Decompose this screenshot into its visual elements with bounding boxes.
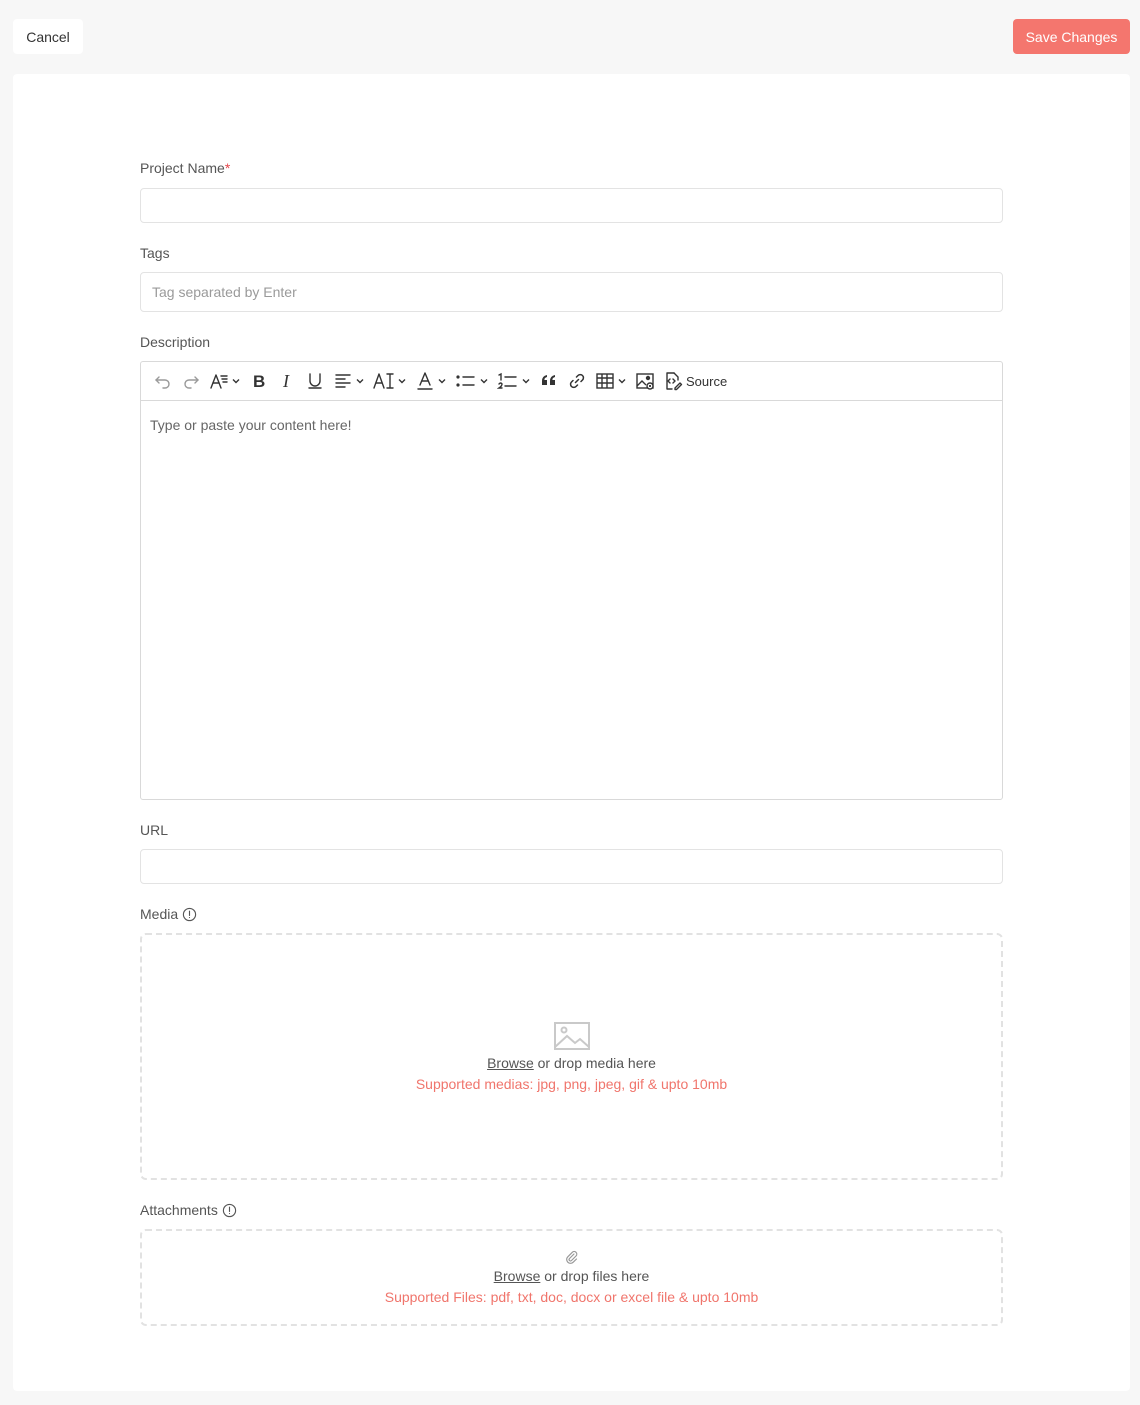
media-dropzone[interactable] [140, 933, 1003, 1180]
media-label: Media [140, 906, 197, 922]
font-size-dropdown[interactable] [369, 366, 411, 396]
bulleted-list-dropdown[interactable] [451, 366, 493, 396]
text-style-dropdown[interactable] [205, 366, 245, 396]
source-label: Source [686, 373, 728, 389]
table-icon [595, 371, 615, 391]
align-left-icon [333, 371, 353, 391]
font-size-icon [373, 371, 395, 391]
attachments-label: Attachments [140, 1202, 237, 1218]
svg-text:B: B [253, 372, 266, 391]
blockquote-button[interactable] [535, 366, 563, 396]
editor-content[interactable] [141, 401, 1002, 799]
undo-icon [153, 371, 173, 391]
blockquote-icon [539, 371, 559, 391]
svg-text:I: I [283, 371, 289, 391]
text-style-icon [209, 371, 229, 391]
underline-button[interactable] [301, 366, 329, 396]
media-browse-link[interactable]: Browse [487, 1055, 534, 1071]
save-changes-button[interactable]: Save Changes [1013, 19, 1130, 54]
italic-icon [277, 371, 297, 391]
chevron-down-icon [397, 376, 407, 386]
paperclip-icon [565, 1250, 579, 1264]
info-icon[interactable] [182, 907, 197, 922]
chevron-down-icon [617, 376, 627, 386]
project-name-input[interactable] [140, 188, 1003, 223]
form-card [13, 74, 1130, 1391]
source-icon [663, 371, 683, 391]
tags-input[interactable] [140, 272, 1003, 312]
cancel-button[interactable]: Cancel [13, 19, 83, 54]
insert-image-button[interactable] [631, 366, 659, 396]
underline-icon [305, 371, 325, 391]
undo-button[interactable] [149, 366, 177, 396]
source-button[interactable] [659, 366, 731, 396]
chevron-down-icon [355, 376, 365, 386]
bold-icon [249, 371, 269, 391]
link-button[interactable] [563, 366, 591, 396]
table-dropdown[interactable] [591, 366, 631, 396]
redo-button[interactable] [177, 366, 205, 396]
url-label: URL [140, 822, 169, 838]
numbered-list-dropdown[interactable] [493, 366, 535, 396]
media-drop-text: Browse or drop media here [487, 1055, 656, 1071]
info-icon[interactable] [222, 1203, 237, 1218]
chevron-down-icon [479, 376, 489, 386]
attachments-browse-link[interactable]: Browse [493, 1268, 541, 1284]
font-color-icon [415, 371, 435, 391]
description-editor [140, 361, 1003, 800]
redo-icon [181, 371, 201, 391]
chevron-down-icon [437, 376, 447, 386]
required-mark: * [224, 160, 231, 176]
editor-placeholder: Type or paste your content here! [150, 417, 352, 433]
attachments-drop-text: Browse or drop files here [493, 1268, 650, 1284]
numbered-list-icon [497, 371, 519, 391]
bold-button[interactable] [245, 366, 273, 396]
font-color-dropdown[interactable] [411, 366, 451, 396]
italic-button[interactable] [273, 366, 301, 396]
tags-label: Tags [140, 245, 170, 261]
alignment-dropdown[interactable] [329, 366, 369, 396]
bulleted-list-icon [455, 371, 477, 391]
link-icon [567, 371, 587, 391]
chevron-down-icon [521, 376, 531, 386]
image-icon [553, 1021, 591, 1051]
media-supported-note: Supported medias: jpg, png, jpeg, gif & upto 10mb [415, 1076, 728, 1092]
editor-toolbar [141, 362, 1002, 401]
attachments-supported-note: Supported Files: pdf, txt, doc, docx or excel file & upto 10mb [384, 1289, 759, 1305]
project-name-label: Project Name * [140, 160, 231, 176]
chevron-down-icon [231, 376, 241, 386]
attachments-dropzone[interactable] [140, 1229, 1003, 1326]
url-input[interactable] [140, 849, 1003, 884]
insert-image-icon [635, 371, 655, 391]
description-label: Description [140, 334, 211, 350]
